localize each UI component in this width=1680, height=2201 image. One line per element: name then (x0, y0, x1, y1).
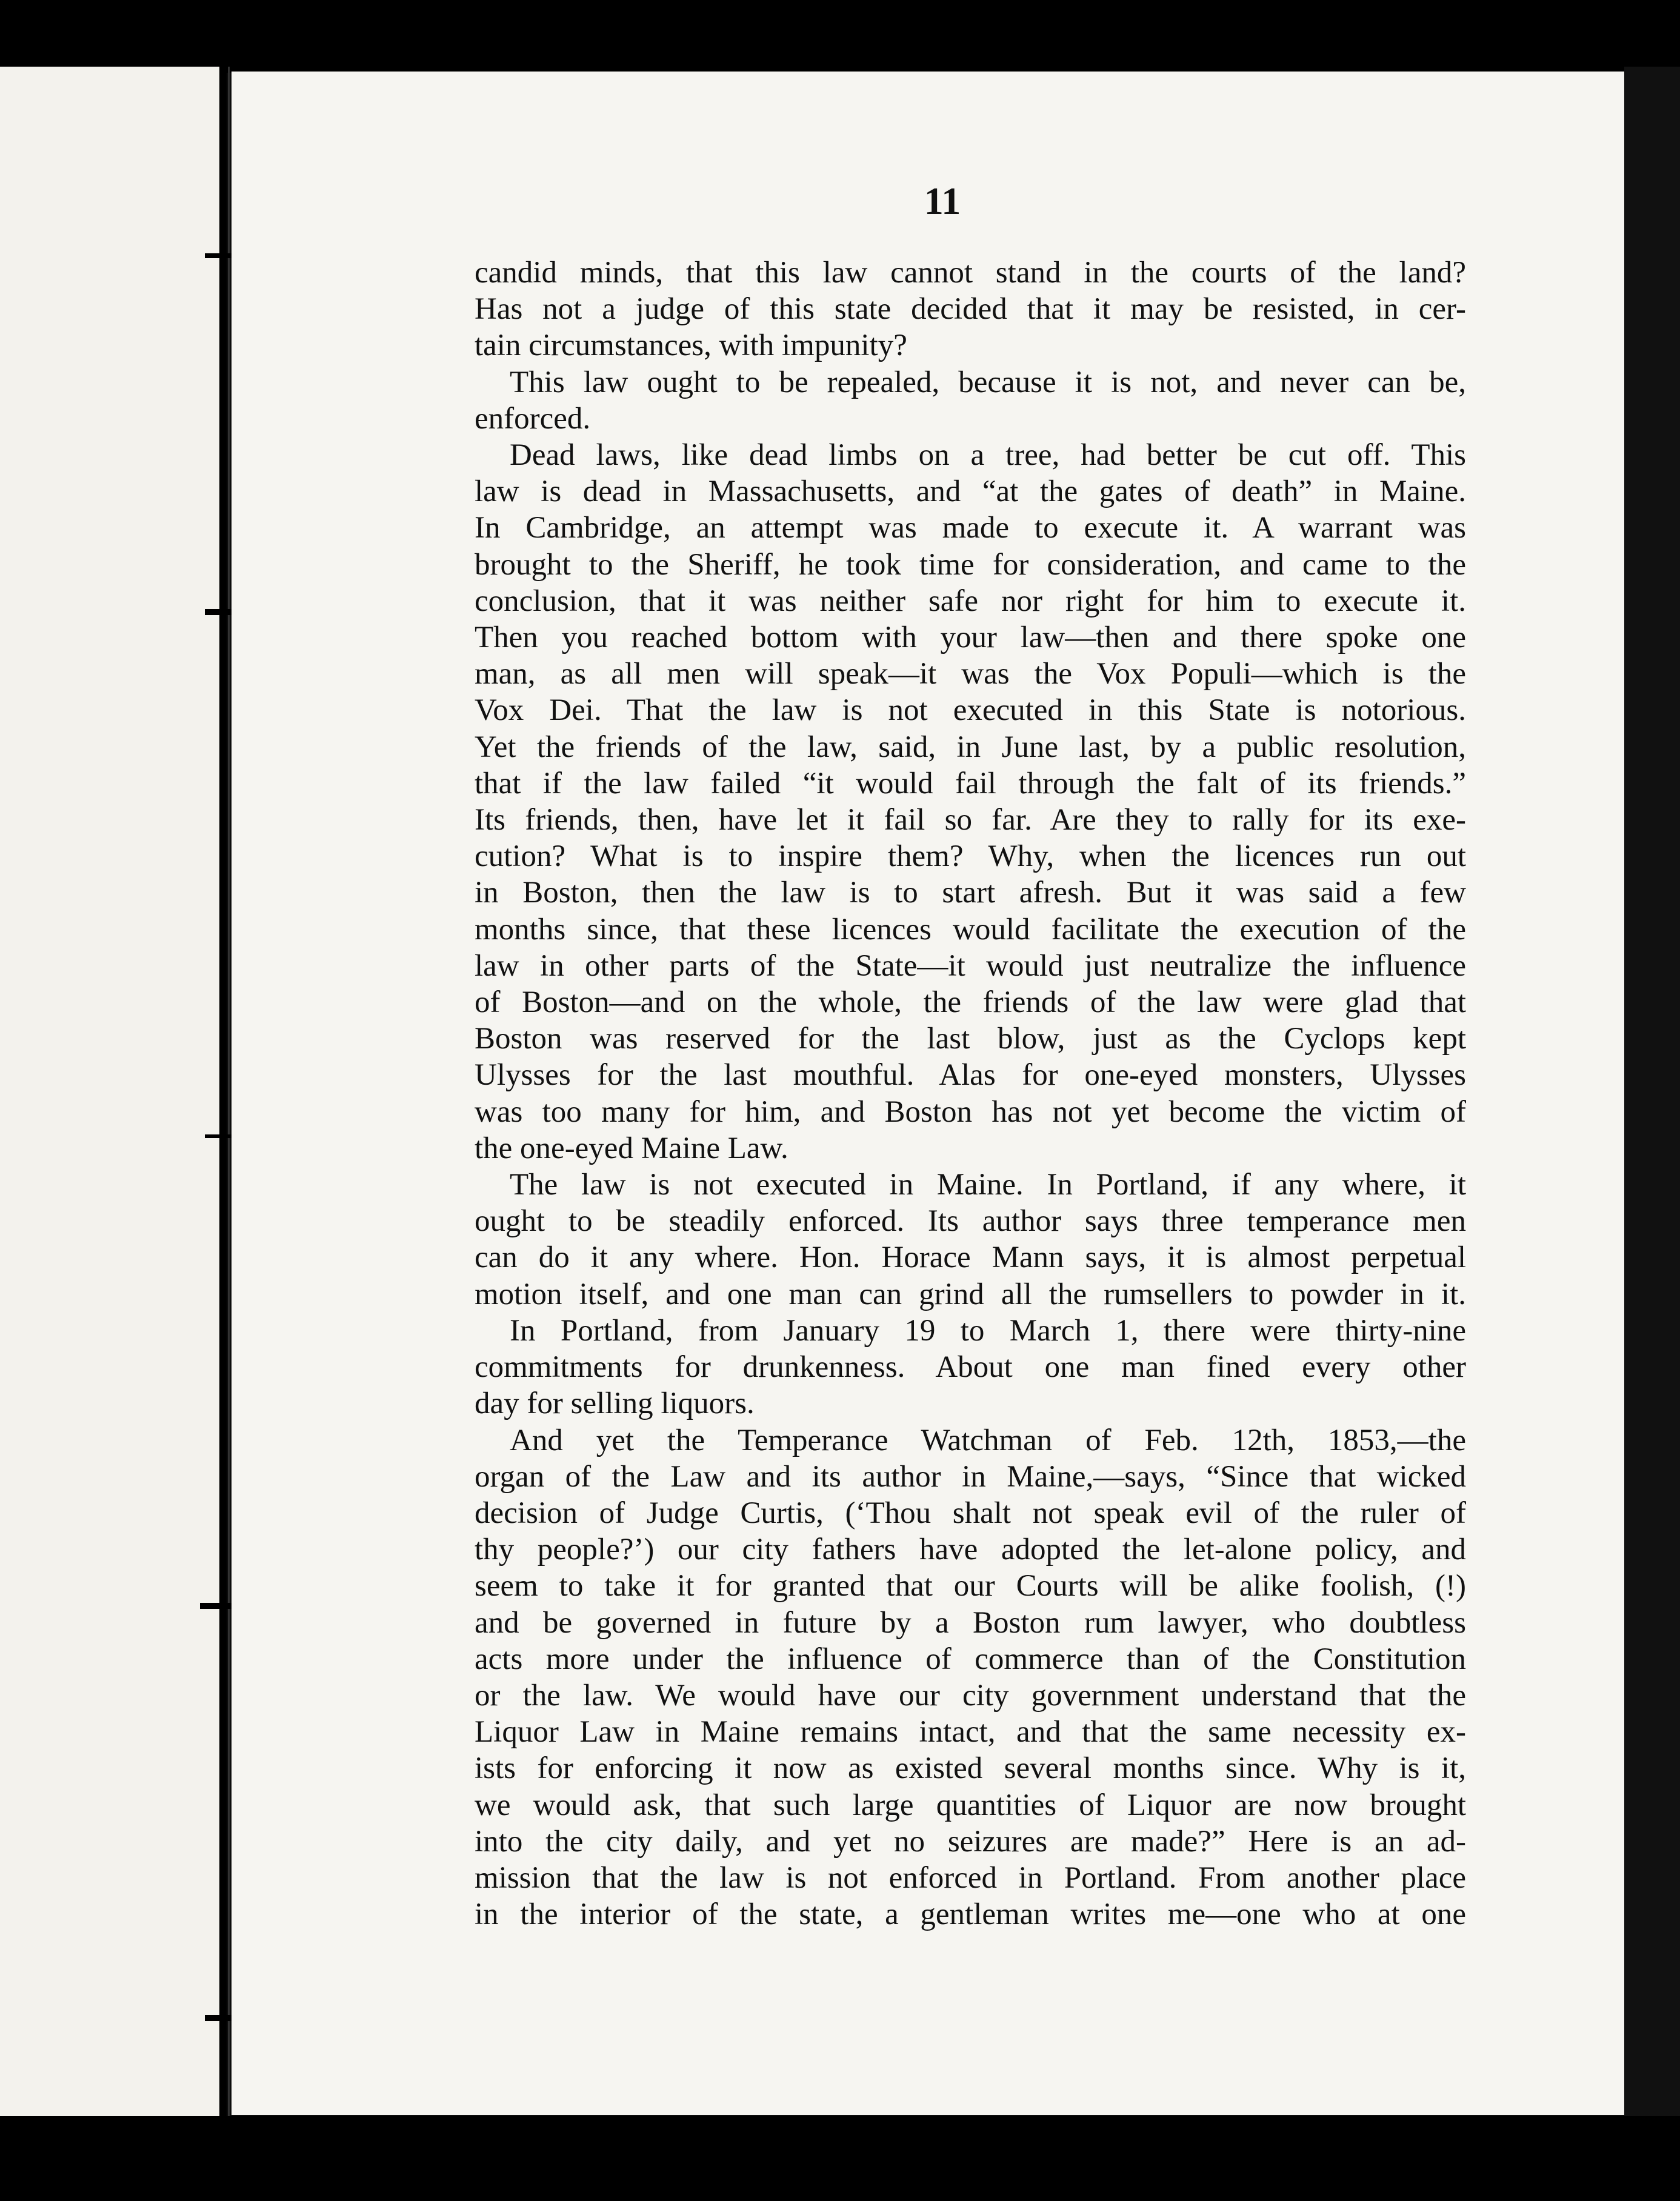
text-line: acts more under the influence of commerce than of the Constitution (475, 1642, 1466, 1676)
text-line: This law ought to be repealed, because it is not, and never can be, (510, 365, 1466, 399)
scan-right-border (1624, 67, 1680, 2127)
text-line: in Boston, then the law is to start afresh. But it was said a few (475, 876, 1466, 910)
text-line: Then you reached bottom with your law—then and there spoke one (475, 621, 1466, 655)
text-line: and be governed in future by a Boston rum lawyer, who doubtless (475, 1605, 1466, 1640)
text-line: day for selling liquors. (475, 1387, 755, 1421)
text-line: commitments for drunkenness. About one man fined every other (475, 1350, 1466, 1385)
text-line: man, as all men will speak—it was the Vox Populi—which is the (475, 657, 1466, 691)
page-number: 11 (924, 179, 961, 222)
text-line: law is dead in Massachusetts, and “at the gates of death” in Maine. (475, 474, 1466, 509)
text-line: in the interior of the state, a gentleman writes me—one who at one (475, 1897, 1466, 1932)
text-line: ought to be steadily enforced. Its author says three temperance men (475, 1204, 1466, 1239)
text-line: Dead laws, like dead limbs on a tree, had better be cut off. This (510, 438, 1466, 473)
text-line: Ulysses for the last mouthful. Alas for one-eyed monsters, Ulysses (475, 1058, 1466, 1093)
binding-line-inner (228, 67, 230, 2116)
text-line: we would ask, that such large quantities of Liquor are now brought (475, 1788, 1466, 1822)
text-line: can do it any where. Hon. Horace Mann says, it is almost perpetual (475, 1240, 1466, 1275)
text-line: Liquor Law in Maine remains intact, and that the same necessity ex- (475, 1715, 1466, 1750)
scan-top-border (0, 0, 1680, 73)
text-line: candid minds, that this law cannot stand in the courts of the land? (475, 256, 1466, 290)
text-line: Yet the friends of the law, said, in June last, by a public resolution, (475, 730, 1466, 764)
text-line: In Cambridge, an attempt was made to execute it. A warrant was (475, 511, 1466, 545)
scan-bottom-border (0, 2116, 1680, 2201)
text-line: enforced. (475, 401, 591, 436)
text-line: motion itself, and one man can grind all the rumsellers to powder in it. (475, 1277, 1466, 1311)
text-line: that if the law failed “it would fail through the falt of its friends.” (475, 766, 1466, 801)
text-line: thy people?’) our city fathers have adopted the let-alone policy, and (475, 1533, 1466, 1567)
text-line: of Boston—and on the whole, the friends of the law were glad that (475, 985, 1466, 1020)
text-line: seem to take it for granted that our Courts will be alike foolish, (!) (475, 1569, 1466, 1603)
text-line: In Portland, from January 19 to March 1, there were thirty-nine (510, 1313, 1466, 1348)
text-line: decision of Judge Curtis, (‘Thou shalt not speak evil of the ruler of (475, 1496, 1466, 1530)
binding-line (219, 67, 227, 2116)
text-line: into the city daily, and yet no seizures are made?” Here is an ad- (475, 1824, 1466, 1859)
text-line: brought to the Sheriff, he took time for consideration, and came to the (475, 547, 1466, 582)
text-line: Has not a judge of this state decided that it may be resisted, in cer- (475, 292, 1466, 327)
text-line: mission that the law is not enforced in Portland. From another place (475, 1860, 1466, 1895)
text-line: Vox Dei. That the law is not executed in this State is notorious. (475, 693, 1466, 728)
text-line: And yet the Temperance Watchman of Feb. 12th, 1853,—the (510, 1423, 1466, 1457)
text-line: ists for enforcing it now as existed several months since. Why is it, (475, 1751, 1466, 1786)
text-line: Boston was reserved for the last blow, just as the Cyclops kept (475, 1022, 1466, 1056)
text-line: or the law. We would have our city government understand that the (475, 1678, 1466, 1713)
text-line: months since, that these licences would facilitate the execution of the (475, 912, 1466, 947)
text-line: law in other parts of the State—it would just neutralize the influence (475, 948, 1466, 983)
facing-page-edge (0, 67, 225, 2116)
text-line: cution? What is to inspire them? Why, when the licences run out (475, 839, 1466, 874)
text-line: tain circumstances, with impunity? (475, 328, 907, 363)
text-line: was too many for him, and Boston has not yet become the victim of (475, 1094, 1466, 1129)
text-line: the one-eyed Maine Law. (475, 1131, 788, 1165)
text-line: conclusion, that it was neither safe nor right for him to execute it. (475, 584, 1466, 618)
body-text (475, 255, 1466, 1933)
text-line: organ of the Law and its author in Maine,—says, “Since that wicked (475, 1459, 1466, 1494)
text-line: The law is not executed in Maine. In Portland, if any where, it (510, 1168, 1466, 1202)
text-line: Its friends, then, have let it fail so far. Are they to rally for its exe- (475, 803, 1466, 837)
